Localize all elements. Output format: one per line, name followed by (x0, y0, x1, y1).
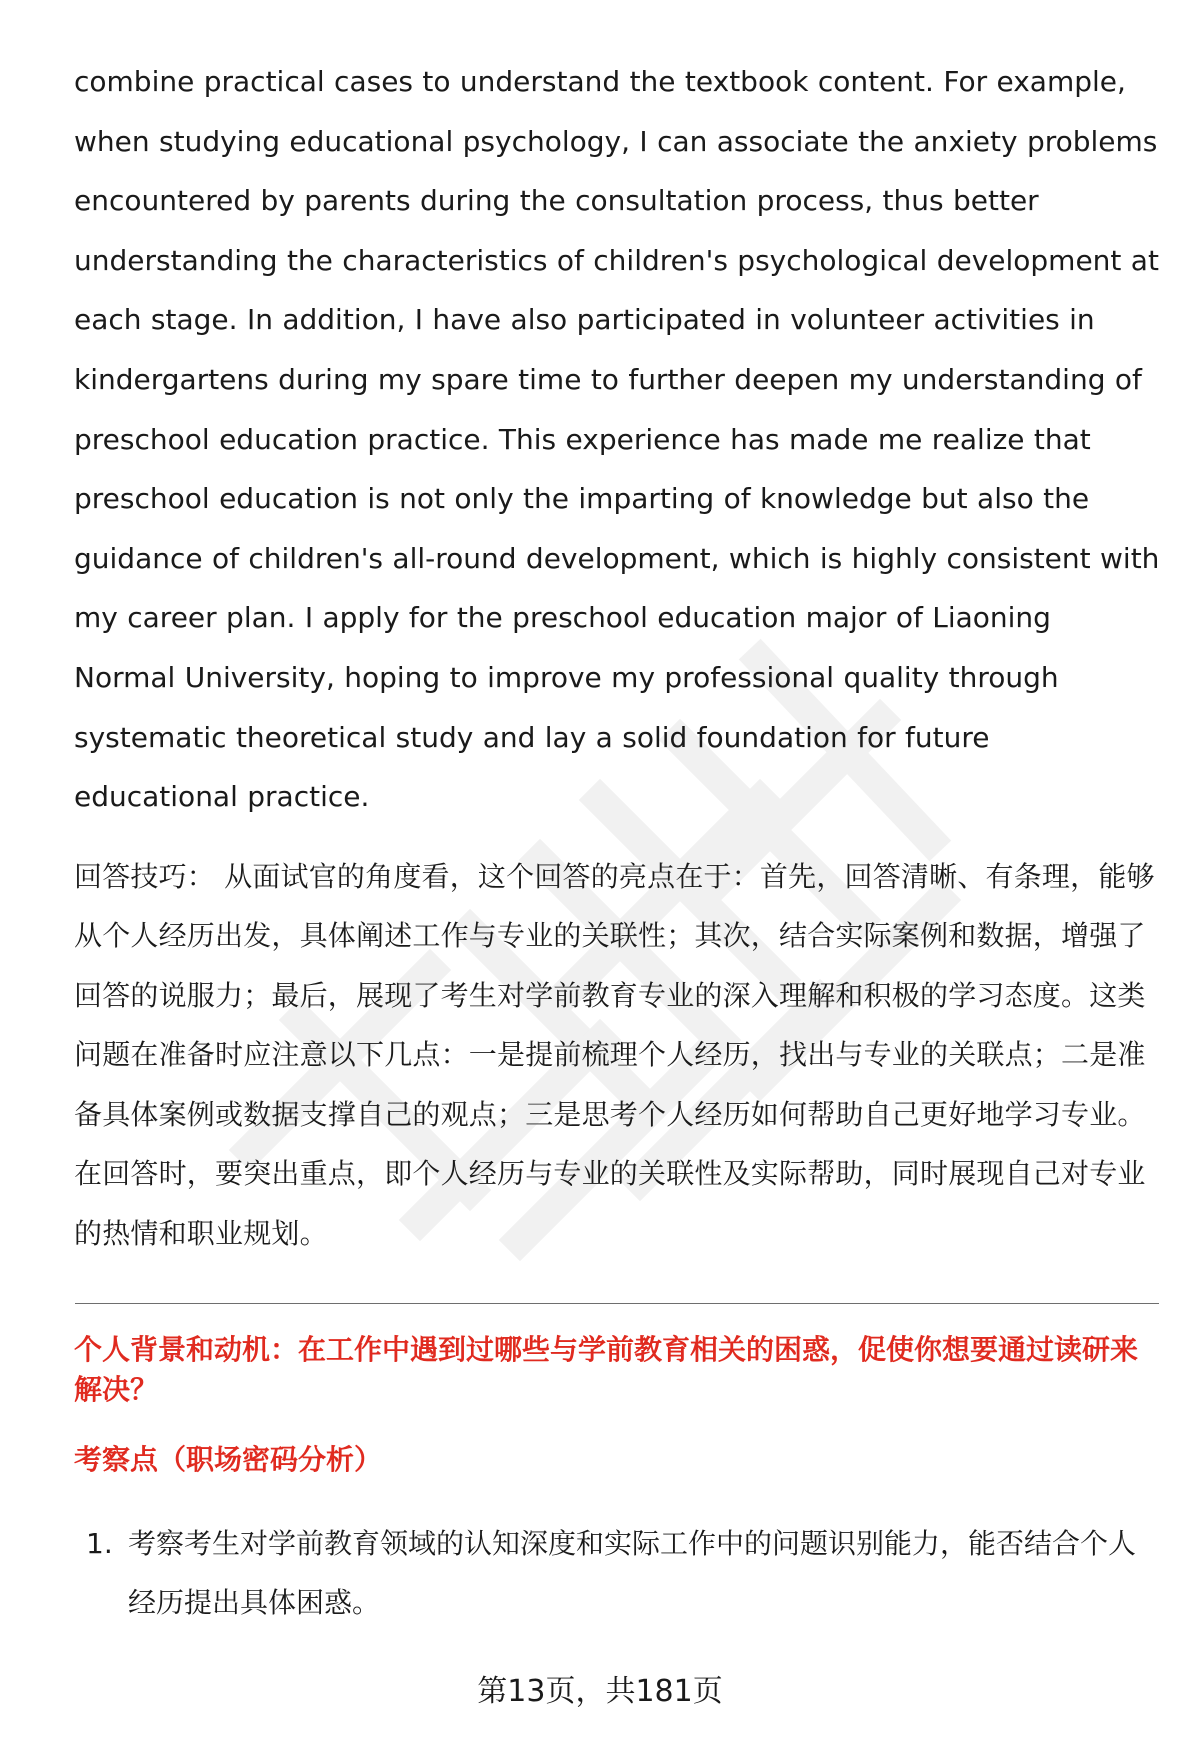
question-heading: 个人背景和动机：在工作中遇到过哪些与学前教育相关的困惑，促使你想要通过读研来解决？ (74, 1333, 1139, 1407)
list-item-number: 1. (86, 1527, 113, 1561)
analysis-heading: 考察点（职场密码分析） (74, 1443, 383, 1477)
section-divider (75, 1303, 1159, 1304)
answer-tips-paragraph (74, 847, 1160, 1264)
page-number-footer: 第13页，共181页 (477, 1674, 723, 1709)
tips-text: 从面试官的角度看，这个回答的亮点在于：首先，回答清晰、有条理，能够从个人经历出发，具体阐述工作与专业的关联性；其次，结合实际案例和数据，增强了回答的说服力；最后，展现了考生对学前教育专业的深入理解和积极的学习态度。这类问题在准备时应注意以下几点：一是提前梳理个人经历，找出与专业的关联点；二是准备具体案例或数据支撑自己的观点；三是思考个人经历如何帮助自己更好地学习专业。在回答时，要突出重点，即个人经历与专业的关联性及实际帮助，同时展现自己对专业的热情和职业规划。 (74, 859, 1155, 1250)
english-answer-paragraph: combine practical cases to understand the textbook content. For example, when studying educational psychology, I can associate the anxiety problems encountered by parents during the consultation process, thus better understanding the characteristics of children's psychological development at each stage. In addition, I have also participated in volunteer activities in kindergartens during my spare time to further deepen my understanding of preschool education practice. This experience has made me realize that preschool education is not only the imparting of knowledge but also the guidance of children's all-round development, which is highly consistent with my career plan. I apply for the preschool education major of Liaoning Normal University, hoping to improve my professional quality through systematic theoretical study and lay a solid foundation for future educational practice. (74, 65, 1160, 814)
list-item-text: 考察考生对学前教育领域的认知深度和实际工作中的问题识别能力，能否结合个人经历提出具体困惑。 (128, 1527, 1137, 1620)
analysis-list-item (74, 1514, 1160, 1632)
document-content (74, 52, 1160, 1632)
tips-label: 回答技巧： (74, 859, 216, 893)
